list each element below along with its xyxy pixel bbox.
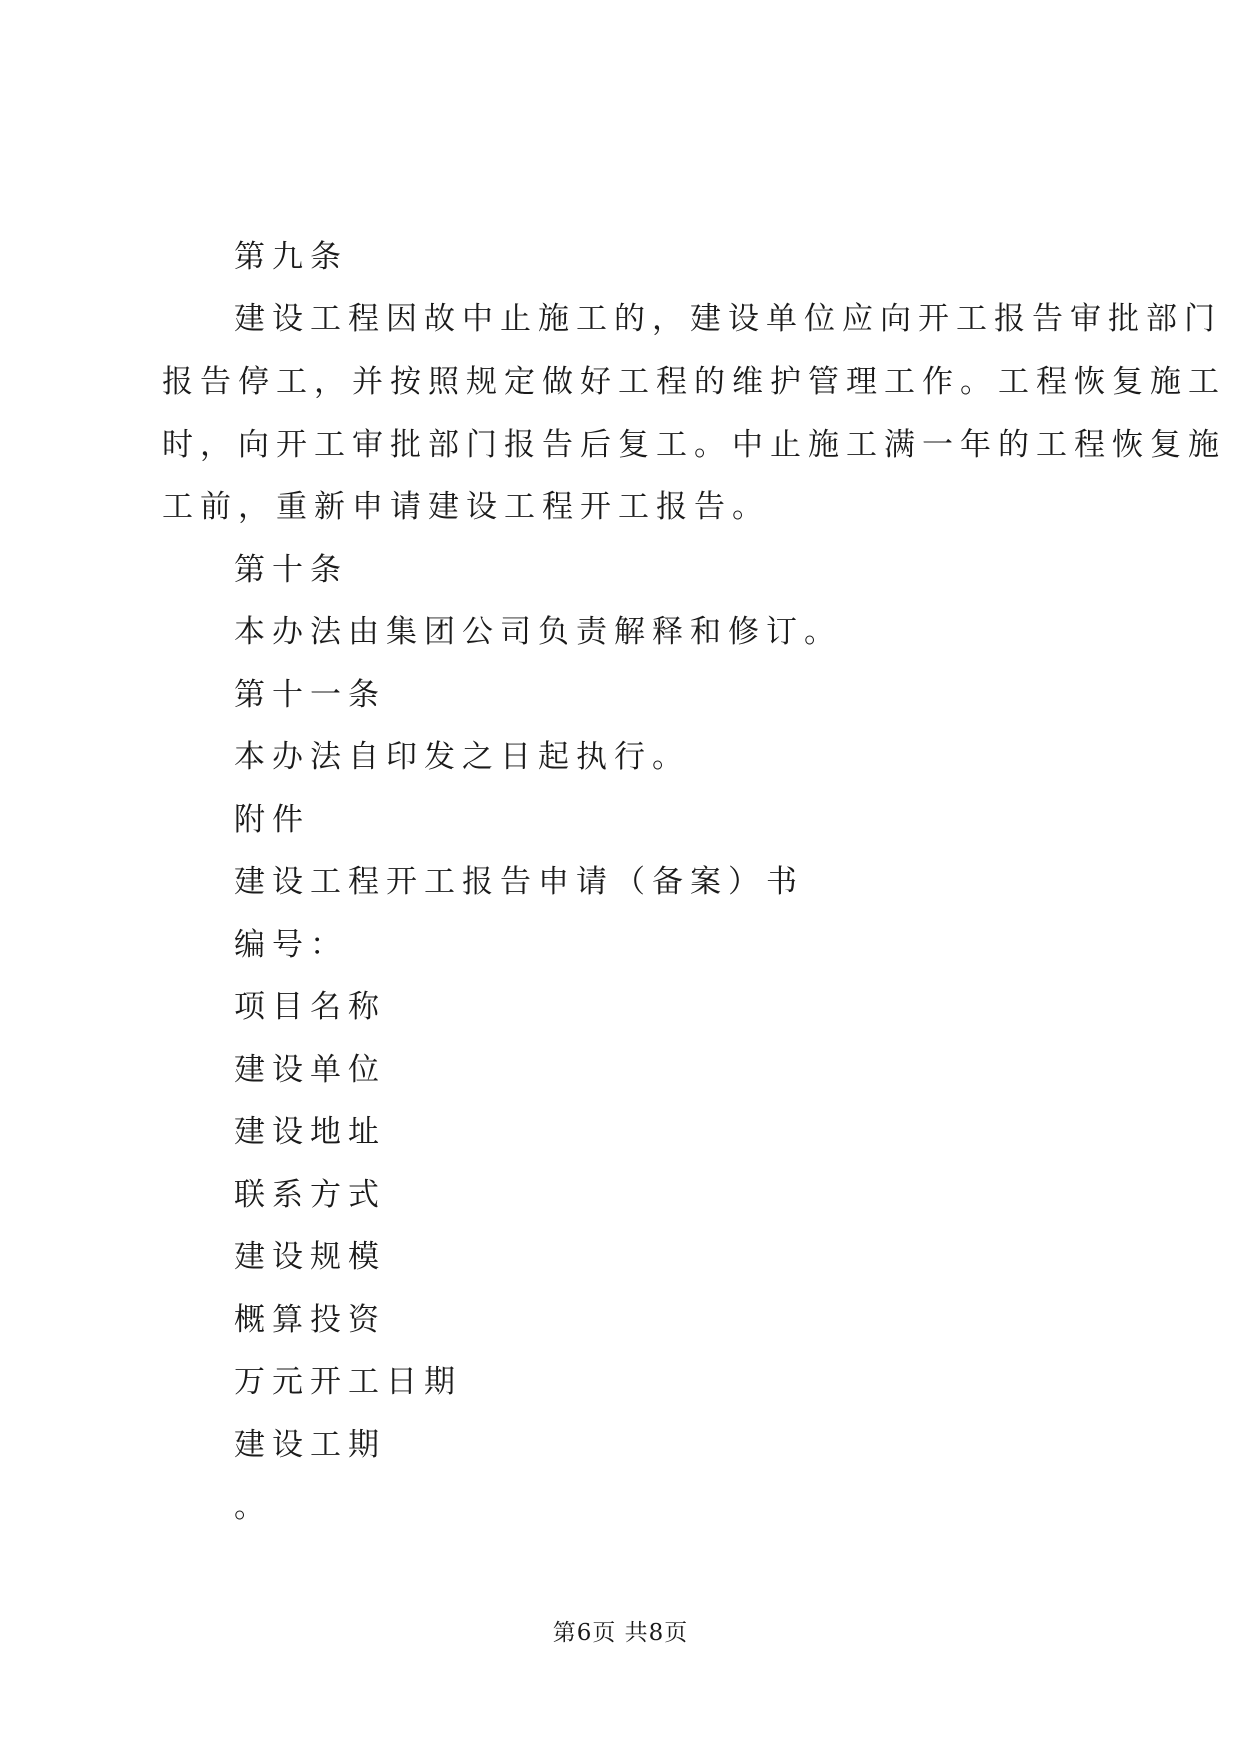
article-10-heading: 第十条 xyxy=(234,552,348,588)
field-contact: 联系方式 xyxy=(234,1177,386,1213)
article-10-text: 本办法由集团公司负责解释和修订。 xyxy=(234,614,842,650)
field-construction-period: 建设工期 xyxy=(234,1427,386,1463)
attachment-label: 附件 xyxy=(234,802,310,838)
article-9-line-1: 建设工程因故中止施工的，建设单位应向开工报告审批部门 xyxy=(234,301,1222,337)
article-11-heading: 第十一条 xyxy=(234,677,386,713)
page-footer: 第6页 共8页 xyxy=(552,1620,689,1646)
field-project-name: 项目名称 xyxy=(234,989,386,1025)
article-9-heading: 第九条 xyxy=(234,239,348,275)
article-9-line-3: 时，向开工审批部门报告后复工。中止施工满一年的工程恢复施 xyxy=(162,427,1226,463)
article-11-text: 本办法自印发之日起执行。 xyxy=(234,739,690,775)
field-construction-address: 建设地址 xyxy=(234,1114,386,1150)
field-construction-scale: 建设规模 xyxy=(234,1239,386,1275)
attachment-title: 建设工程开工报告申请（备案）书 xyxy=(234,864,804,900)
field-estimated-investment: 概算投资 xyxy=(234,1302,386,1338)
field-start-date: 万元开工日期 xyxy=(234,1364,462,1400)
article-9-line-4: 工前，重新申请建设工程开工报告。 xyxy=(162,489,770,525)
field-construction-unit: 建设单位 xyxy=(234,1052,386,1088)
trailing-period-mark: 。 xyxy=(234,1489,272,1525)
article-9-line-2: 报告停工，并按照规定做好工程的维护管理工作。工程恢复施工 xyxy=(162,364,1226,400)
attachment-number-label: 编号： xyxy=(234,927,348,963)
